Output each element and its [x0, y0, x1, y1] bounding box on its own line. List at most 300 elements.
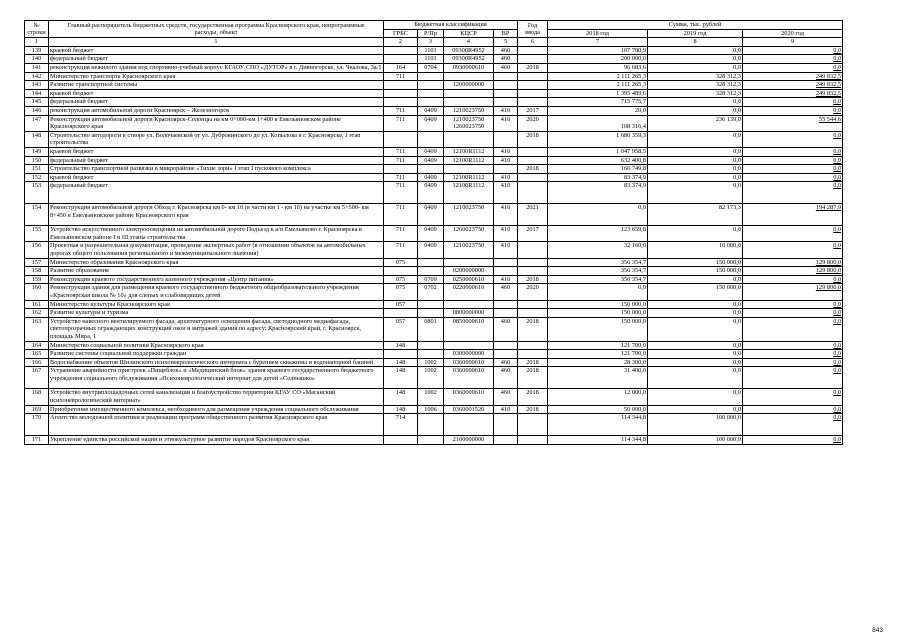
column-number: 5	[494, 38, 518, 47]
cell-s2020: 0,0	[743, 367, 843, 389]
column-number: 1	[49, 38, 384, 47]
cell-vr	[494, 267, 518, 276]
cell-s2020: 0,0	[743, 63, 843, 72]
table-row	[25, 436, 843, 445]
table-row	[25, 55, 843, 64]
cell-no: 167	[25, 367, 49, 389]
cell-s2019: 150 000,0	[648, 284, 743, 300]
cell-s2018: 50 000,0	[548, 405, 648, 414]
cell-s2019: 150 000,0	[648, 258, 743, 267]
cell-rpr	[418, 341, 444, 350]
cell-no: 163	[25, 317, 49, 341]
cell-rpr	[418, 165, 444, 174]
cell-no: 151	[25, 165, 49, 174]
cell-rpr	[418, 350, 444, 359]
cell-vr: 410	[494, 275, 518, 284]
cell-s2018: 166 749,8	[548, 165, 648, 174]
cell-s2020: 194 287,9	[743, 204, 843, 226]
cell-name: Министерство транспорта Красноярского края	[49, 72, 384, 81]
cell-kcsr	[444, 89, 494, 98]
cell-s2020: 0,0	[743, 98, 843, 107]
table-row	[25, 341, 843, 350]
cell-no: 165	[25, 350, 49, 359]
cell-vr: 410	[494, 106, 518, 115]
cell-name: Устройство искусственного электроосвещения на автомобильной дороге Подъезд к а/п Емельяново г. Красноярска в Емельяновском районе I и III этапы строительства	[49, 226, 384, 242]
cell-s2019: 0,0	[648, 55, 743, 64]
cell-vr	[494, 131, 518, 147]
cell-rpr: 1101	[418, 55, 444, 64]
cell-rpr	[418, 131, 444, 147]
cell-kcsr: 2100000000	[444, 436, 494, 445]
cell-no: 171	[25, 436, 49, 445]
cell-name: Реконструкция краевого государственного казенного учреждения «Центр питания»	[49, 275, 384, 284]
cell-s2018: 150 000,0	[548, 300, 648, 309]
cell-no: 168	[25, 389, 49, 405]
cell-vr	[494, 350, 518, 359]
cell-s2020: 0,0	[743, 358, 843, 367]
cell-name: краевой бюджет	[49, 46, 384, 55]
cell-rpr	[418, 81, 444, 90]
cell-s2019: 0,0	[648, 173, 743, 182]
cell-year: 2018	[518, 317, 548, 341]
cell-year	[518, 98, 548, 107]
cell-no: 147	[25, 115, 49, 131]
cell-no: 161	[25, 300, 49, 309]
table-row	[25, 367, 843, 389]
cell-grbs: 148	[384, 341, 418, 350]
cell-s2020: 0,0	[743, 106, 843, 115]
cell-name: реконструкция нежилого здания под спортивно-учебный корпус КГАОУ СПО «ДУТОР» в г. Дивногорске, ул. Чкалова, 3а/1	[49, 63, 384, 72]
cell-vr: 410	[494, 405, 518, 414]
cell-grbs: 711	[384, 115, 418, 131]
cell-name: краевой бюджет	[49, 89, 384, 98]
cell-kcsr	[444, 258, 494, 267]
cell-year: 2018	[518, 131, 548, 147]
cell-s2018: 200 000,0	[548, 55, 648, 64]
header-row-number: № строки	[25, 21, 49, 38]
cell-s2020: 55 544,6	[743, 115, 843, 131]
cell-vr: 410	[494, 156, 518, 165]
cell-s2020: 0,0	[743, 147, 843, 156]
cell-vr	[494, 436, 518, 445]
cell-name: Развитие транспортной системы	[49, 81, 384, 90]
table-row	[25, 147, 843, 156]
cell-grbs	[384, 81, 418, 90]
cell-s2020: 0,0	[743, 405, 843, 414]
cell-kcsr: 0930000610	[444, 63, 494, 72]
table-header	[25, 21, 843, 47]
cell-s2018: 632 400,8	[548, 156, 648, 165]
cell-rpr: 1002	[418, 367, 444, 389]
cell-grbs: 711	[384, 147, 418, 156]
table-row	[25, 284, 843, 300]
cell-vr: 410	[494, 147, 518, 156]
header-kcsr: КЦСР	[444, 29, 494, 38]
cell-s2018: 32 160,0	[548, 242, 648, 258]
cell-kcsr: 0300000000	[444, 350, 494, 359]
cell-kcsr: 0360000610	[444, 367, 494, 389]
header-sum: Сумма, тыс. рублей	[548, 21, 843, 30]
cell-vr: 410	[494, 115, 518, 131]
cell-rpr: 0702	[418, 284, 444, 300]
column-number: 7	[548, 38, 648, 47]
cell-rpr: 0409	[418, 182, 444, 204]
header-2020: 2020 год	[743, 29, 843, 38]
cell-kcsr: 1210023750	[444, 106, 494, 115]
cell-rpr	[418, 309, 444, 318]
cell-year	[518, 350, 548, 359]
cell-rpr: 0409	[418, 226, 444, 242]
cell-s2018: 107 780,9	[548, 46, 648, 55]
cell-s2020: 0,0	[743, 242, 843, 258]
cell-s2020: 0,0	[743, 389, 843, 405]
cell-no: 144	[25, 89, 49, 98]
cell-vr: 460	[494, 63, 518, 72]
cell-name: Устройство навесного вентилируемого фасада, архитектурного освещения фасада, светодиодного медиафасада, светопрозрачных ограждающих конструкций окон и витражей здания по адресу: Красноярский край, г. Красноярск, площадь Мира, 1	[49, 317, 384, 341]
cell-s2019: 0,0	[648, 367, 743, 389]
cell-year	[518, 89, 548, 98]
cell-vr: 410	[494, 182, 518, 204]
cell-no: 164	[25, 341, 49, 350]
cell-vr	[494, 165, 518, 174]
table-row	[25, 63, 843, 72]
cell-s2020: 0,0	[743, 436, 843, 445]
table-row	[25, 358, 843, 367]
cell-vr: 460	[494, 46, 518, 55]
cell-no: 154	[25, 204, 49, 226]
cell-s2020: 0,0	[743, 300, 843, 309]
cell-name: Строительство транспортной развязки в микрорайоне «Тихие зори» I этап I пускового комплекса	[49, 165, 384, 174]
cell-name: федеральный бюджет	[49, 156, 384, 165]
cell-name: федеральный бюджет	[49, 55, 384, 64]
table-row	[25, 81, 843, 90]
cell-no: 143	[25, 81, 49, 90]
cell-s2019: 0,0	[648, 106, 743, 115]
cell-vr: 410	[494, 242, 518, 258]
cell-s2018: 1 395 489,6	[548, 89, 648, 98]
cell-no: 146	[25, 106, 49, 115]
cell-year: 2018	[518, 275, 548, 284]
cell-s2018: 1 680 359,3	[548, 131, 648, 147]
cell-rpr: 0409	[418, 204, 444, 226]
header-vr: ВР	[494, 29, 518, 38]
header-2018: 2018 год	[548, 29, 648, 38]
cell-s2019: 0,0	[648, 63, 743, 72]
cell-s2018: 356 354,7	[548, 258, 648, 267]
cell-kcsr: 12100R1112	[444, 156, 494, 165]
cell-s2018: 83 374,9	[548, 173, 648, 182]
cell-year: 2020	[518, 115, 548, 131]
cell-s2018: 150 000,0	[548, 309, 648, 318]
cell-kcsr: 0360000610	[444, 389, 494, 405]
cell-name: Реконструкция здания для размещения краевого государственного бюджетного общеобразовательного учреждения «Красноярская школа № 10» для слепых и слабовидящих детей	[49, 284, 384, 300]
column-number-row	[25, 38, 843, 47]
header-name: Главный распорядитель бюджетных средств, государственная программа Красноярского края, непрограммные расходы, объект	[49, 21, 384, 38]
cell-kcsr	[444, 131, 494, 147]
cell-s2019: 100 000,0	[648, 414, 743, 436]
table-row	[25, 300, 843, 309]
cell-grbs	[384, 89, 418, 98]
header-2019: 2019 год	[648, 29, 743, 38]
cell-year	[518, 414, 548, 436]
cell-rpr: 0409	[418, 242, 444, 258]
cell-kcsr: 09300R4952	[444, 46, 494, 55]
cell-name: федеральный бюджет	[49, 98, 384, 107]
cell-year	[518, 46, 548, 55]
cell-vr	[494, 81, 518, 90]
cell-year: 2020	[518, 284, 548, 300]
cell-name: Укрепление единства российской нации и этнокультурное развитие народов Красноярского края	[49, 436, 384, 445]
column-number: 8	[648, 38, 743, 47]
cell-no: 142	[25, 72, 49, 81]
cell-grbs: 057	[384, 317, 418, 341]
column-number: 2	[384, 38, 418, 47]
table-row	[25, 156, 843, 165]
table-row	[25, 46, 843, 55]
cell-no: 158	[25, 267, 49, 276]
cell-s2020: 249 832,5	[743, 89, 843, 98]
cell-vr	[494, 414, 518, 436]
cell-vr: 460	[494, 367, 518, 389]
cell-s2019: 328 312,3	[648, 72, 743, 81]
cell-kcsr	[444, 341, 494, 350]
table-row	[25, 182, 843, 204]
cell-s2020: 0,0	[743, 226, 843, 242]
cell-s2019: 0,0	[648, 98, 743, 107]
cell-grbs: 711	[384, 204, 418, 226]
cell-s2020: 0,0	[743, 414, 843, 436]
cell-s2019: 150 000,0	[648, 267, 743, 276]
cell-no: 156	[25, 242, 49, 258]
cell-year: 2018	[518, 165, 548, 174]
table-row	[25, 405, 843, 414]
cell-s2018: 1 047 958,5	[548, 147, 648, 156]
cell-s2020: 0,0	[743, 55, 843, 64]
table-row	[25, 226, 843, 242]
cell-year	[518, 55, 548, 64]
cell-kcsr: 1210023750 1260023750	[444, 115, 494, 131]
cell-grbs	[384, 309, 418, 318]
table-row	[25, 204, 843, 226]
cell-s2020: 0,0	[743, 317, 843, 341]
cell-s2019: 0,0	[648, 147, 743, 156]
cell-kcsr: 0850000610	[444, 317, 494, 341]
cell-year	[518, 81, 548, 90]
cell-s2020: 249 832,5	[743, 72, 843, 81]
cell-rpr: 0409	[418, 106, 444, 115]
cell-no: 148	[25, 131, 49, 147]
column-number: 4	[444, 38, 494, 47]
cell-s2020: 0,0	[743, 173, 843, 182]
cell-rpr: 0709	[418, 275, 444, 284]
cell-no: 160	[25, 284, 49, 300]
cell-year	[518, 436, 548, 445]
cell-name: Развитие системы социальной поддержки граждан	[49, 350, 384, 359]
page-number: 843	[872, 627, 883, 634]
cell-s2019: 0,0	[648, 389, 743, 405]
cell-s2019: 0,0	[648, 405, 743, 414]
cell-rpr	[418, 72, 444, 81]
cell-s2019: 0,0	[648, 358, 743, 367]
cell-year: 2018	[518, 389, 548, 405]
cell-name: краевой бюджет	[49, 147, 384, 156]
cell-s2018: 0,0	[548, 284, 648, 300]
cell-grbs: 711	[384, 182, 418, 204]
cell-s2019: 0,0	[648, 275, 743, 284]
cell-no: 162	[25, 309, 49, 318]
cell-vr: 410	[494, 173, 518, 182]
cell-no: 159	[25, 275, 49, 284]
cell-rpr: 1101	[418, 46, 444, 55]
header-rpr: Р/Пр	[418, 29, 444, 38]
cell-grbs: 711	[384, 72, 418, 81]
cell-vr: 460	[494, 389, 518, 405]
cell-grbs	[384, 131, 418, 147]
cell-kcsr	[444, 72, 494, 81]
cell-vr: 410	[494, 226, 518, 242]
table-row	[25, 275, 843, 284]
header-budget-classification: Бюджетная классификация	[384, 21, 518, 30]
cell-s2020: 0,0	[743, 350, 843, 359]
table-row	[25, 258, 843, 267]
cell-s2018: 114 344,8	[548, 414, 648, 436]
cell-year: 2018	[518, 367, 548, 389]
table-row	[25, 173, 843, 182]
cell-vr	[494, 300, 518, 309]
column-number: 1	[25, 38, 49, 47]
cell-kcsr	[444, 165, 494, 174]
cell-s2020: 129 800,0	[743, 258, 843, 267]
cell-s2018: 121 700,0	[548, 350, 648, 359]
cell-rpr: 0409	[418, 115, 444, 131]
cell-kcsr: 0800000000	[444, 309, 494, 318]
cell-kcsr: 0360001520	[444, 405, 494, 414]
cell-kcsr	[444, 98, 494, 107]
cell-rpr	[418, 267, 444, 276]
cell-vr: 410	[494, 204, 518, 226]
cell-year	[518, 156, 548, 165]
cell-s2019: 100 000,0	[648, 436, 743, 445]
cell-vr	[494, 89, 518, 98]
cell-year	[518, 258, 548, 267]
cell-year	[518, 72, 548, 81]
cell-s2019: 0,0	[648, 317, 743, 341]
cell-no: 139	[25, 46, 49, 55]
cell-vr: 460	[494, 55, 518, 64]
cell-name: Реконструкция автомобильной дороги Красноярск-Солонцы на км 0+000-км 1+400 в Емельяновском районе Красноярского края	[49, 115, 384, 131]
cell-vr	[494, 72, 518, 81]
cell-name: Строительство автодороги в створе ул. Волочаевской от ул. Дубровинского до ул. Копылова в г. Красноярске, I этап строительства	[49, 131, 384, 147]
budget-table	[24, 20, 843, 445]
cell-s2019: 0,0	[648, 165, 743, 174]
cell-rpr: 1002	[418, 389, 444, 405]
cell-grbs: 714	[384, 414, 418, 436]
cell-grbs	[384, 350, 418, 359]
column-number: 6	[518, 38, 548, 47]
cell-no: 153	[25, 182, 49, 204]
cell-s2018: 12 000,0	[548, 389, 648, 405]
cell-rpr: 0801	[418, 317, 444, 341]
cell-s2018: 356 354,7	[548, 267, 648, 276]
cell-name: Министерство социальной политики Красноярского края	[49, 341, 384, 350]
cell-s2020: 249 832,5	[743, 81, 843, 90]
cell-year: 2017	[518, 226, 548, 242]
cell-year	[518, 300, 548, 309]
cell-s2018: 31 400,0	[548, 367, 648, 389]
cell-name: Развитие культуры и туризма	[49, 309, 384, 318]
cell-vr: 460	[494, 284, 518, 300]
cell-grbs	[384, 267, 418, 276]
cell-grbs: 075	[384, 258, 418, 267]
cell-grbs: 711	[384, 106, 418, 115]
cell-kcsr: 0200000000	[444, 267, 494, 276]
cell-no: 140	[25, 55, 49, 64]
cell-kcsr: 0250000610	[444, 275, 494, 284]
cell-name: федеральный бюджет	[49, 182, 384, 204]
cell-year	[518, 242, 548, 258]
cell-s2019: 0,0	[648, 309, 743, 318]
cell-s2019: 328 312,3	[648, 89, 743, 98]
cell-no: 170	[25, 414, 49, 436]
cell-grbs	[384, 165, 418, 174]
cell-s2018: 150 000,0	[548, 317, 648, 341]
cell-s2019: 0,0	[648, 350, 743, 359]
table-row	[25, 242, 843, 258]
cell-no: 157	[25, 258, 49, 267]
cell-name: Министерство культуры Красноярского края	[49, 300, 384, 309]
table-row	[25, 350, 843, 359]
cell-s2018: 20,0	[548, 106, 648, 115]
cell-rpr	[418, 414, 444, 436]
cell-rpr: 0704	[418, 63, 444, 72]
table-row	[25, 317, 843, 341]
cell-no: 169	[25, 405, 49, 414]
cell-s2020: 0,0	[743, 165, 843, 174]
cell-s2019: 0,0	[648, 226, 743, 242]
cell-name: Реконструкция автомобильной дороги Обход г. Красноярска км 0- км 10 (в части км 1 - км 10) на участке км 5+500- км 8+450 в Емельяновском районе Красноярского края	[49, 204, 384, 226]
cell-kcsr: 0220000610	[444, 284, 494, 300]
cell-s2018: 2 111 265,3	[548, 72, 648, 81]
cell-s2018: 121 700,0	[548, 341, 648, 350]
cell-kcsr: 09300R4952	[444, 55, 494, 64]
cell-name: Развитие образования	[49, 267, 384, 276]
cell-grbs	[384, 46, 418, 55]
cell-s2020: 0,0	[743, 182, 843, 204]
cell-no: 150	[25, 156, 49, 165]
cell-year: 2018	[518, 63, 548, 72]
cell-s2019: 0,0	[648, 341, 743, 350]
cell-rpr: 0409	[418, 173, 444, 182]
table-row	[25, 131, 843, 147]
cell-s2019: 10 000,0	[648, 242, 743, 258]
cell-s2018: 114 344,8	[548, 436, 648, 445]
cell-year: 2021	[518, 204, 548, 226]
cell-kcsr	[444, 300, 494, 309]
cell-grbs: 148	[384, 389, 418, 405]
cell-vr	[494, 98, 518, 107]
cell-kcsr	[444, 414, 494, 436]
cell-kcsr: 0360000610	[444, 358, 494, 367]
table-row	[25, 89, 843, 98]
cell-rpr: 0409	[418, 147, 444, 156]
cell-rpr: 0409	[418, 156, 444, 165]
cell-grbs: 075	[384, 284, 418, 300]
cell-rpr	[418, 258, 444, 267]
cell-s2019: 0,0	[648, 46, 743, 55]
cell-s2018: 83 374,9	[548, 182, 648, 204]
cell-s2020: 0,0	[743, 275, 843, 284]
cell-s2018: 356 354,7	[548, 275, 648, 284]
